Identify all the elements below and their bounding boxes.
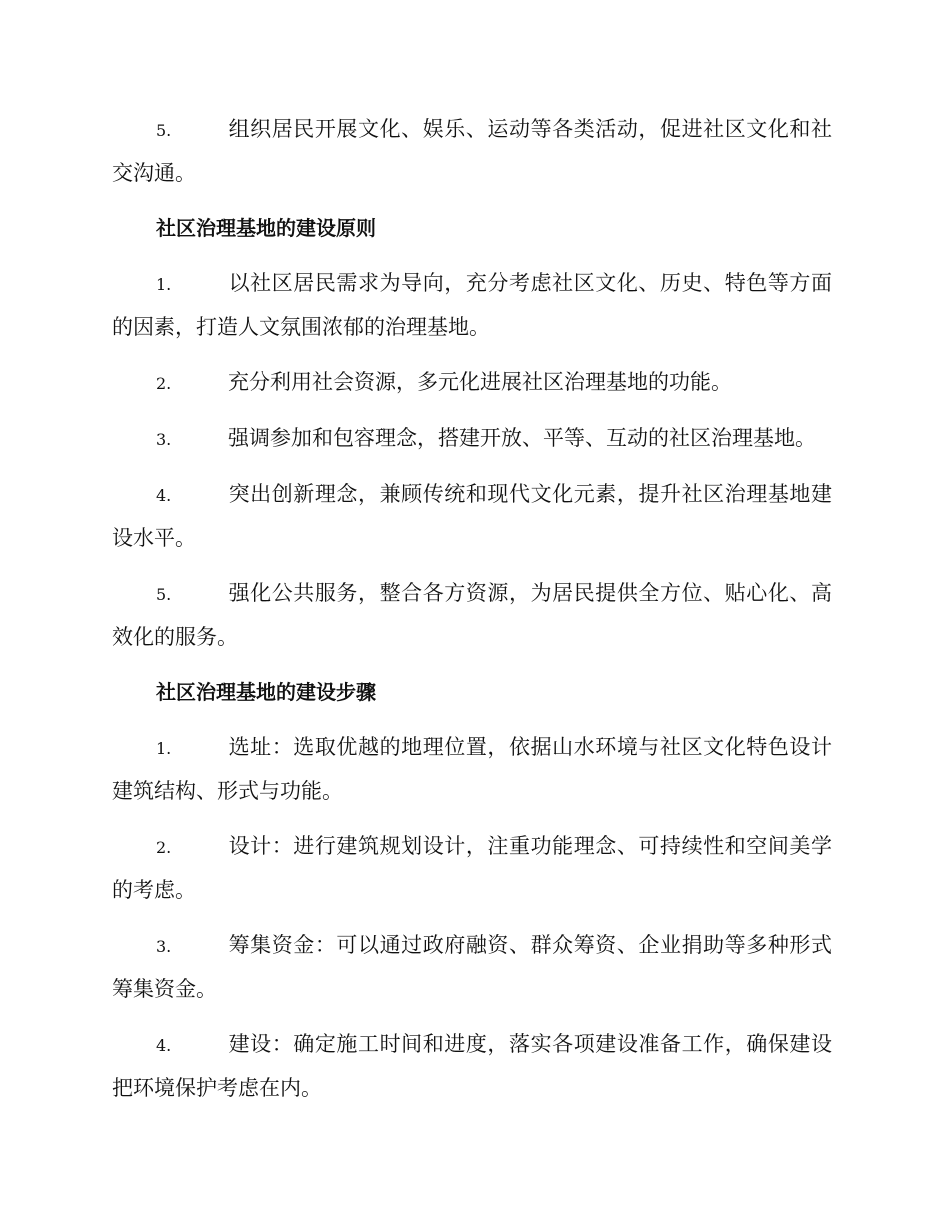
list-text: 筹集资金：可以通过政府融资、群众筹资、企业捐助等多种形式筹集资金。 (112, 933, 832, 1001)
list-item (112, 262, 832, 349)
list-text: 组织居民开展文化、娱乐、运动等各类活动，促进社区文化和社交沟通。 (112, 117, 832, 185)
list-text: 选址：选取优越的地理位置，依据山水环境与社区文化特色设计建筑结构、形式与功能。 (112, 735, 832, 803)
list-text: 充分利用社会资源，多元化进展社区治理基地的功能。 (228, 370, 732, 394)
list-item (112, 726, 832, 813)
document-body (112, 108, 832, 1122)
list-item (112, 1023, 832, 1110)
list-number: 2. (156, 838, 172, 857)
list-item (112, 924, 832, 1011)
list-item (112, 572, 832, 659)
list-item (112, 417, 832, 461)
list-number: 3. (156, 937, 172, 956)
list-number: 5. (156, 585, 172, 604)
list-text: 建设：确定施工时间和进度，落实各项建设准备工作，确保建设把环境保护考虑在内。 (112, 1032, 832, 1100)
list-number: 3. (156, 430, 172, 449)
list-text: 以社区居民需求为导向，充分考虑社区文化、历史、特色等方面的因素，打造人文氛围浓郁的治理基地。 (112, 271, 832, 339)
list-number: 4. (156, 486, 172, 505)
list-text: 设计：进行建筑规划设计，注重功能理念、可持续性和空间美学的考虑。 (112, 834, 832, 902)
section-heading: 社区治理基地的建设原则 (156, 216, 376, 240)
list-text: 突出创新理念，兼顾传统和现代文化元素，提升社区治理基地建设水平。 (112, 482, 832, 550)
list-number: 4. (156, 1036, 172, 1055)
list-item (112, 108, 832, 195)
list-item (112, 825, 832, 912)
list-number: 1. (156, 739, 172, 758)
list-item (112, 473, 832, 560)
section-heading: 社区治理基地的建设步骤 (156, 680, 376, 704)
list-text: 强化公共服务，整合各方资源，为居民提供全方位、贴心化、高效化的服务。 (112, 581, 832, 649)
list-number: 5. (156, 121, 172, 140)
list-number: 2. (156, 374, 172, 393)
list-item (112, 361, 832, 405)
list-number: 1. (156, 275, 172, 294)
list-text: 强调参加和包容理念，搭建开放、平等、互动的社区治理基地。 (228, 426, 816, 450)
